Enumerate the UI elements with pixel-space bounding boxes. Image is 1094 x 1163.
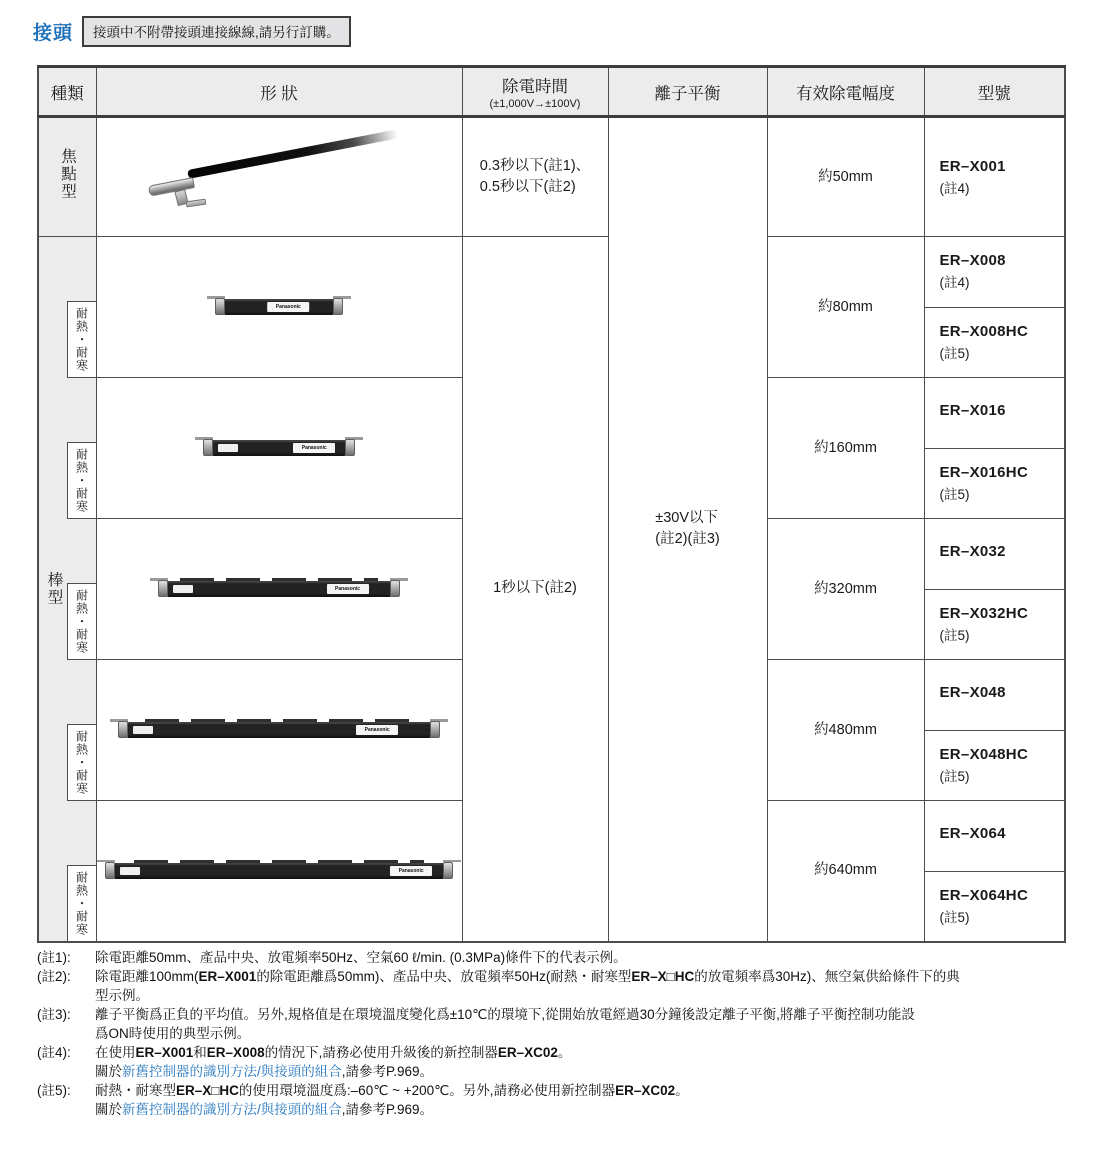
note xyxy=(37,1005,1071,1043)
col-header-type: 種類 xyxy=(38,67,96,117)
shape-cell-x016 xyxy=(96,378,462,519)
model-cell-erx008: ER–X008 (註4) xyxy=(924,237,1065,308)
note-id: (註2): xyxy=(37,969,71,984)
shape-cell-x008 xyxy=(96,237,462,378)
link-controller-identification[interactable]: 新舊控制器的識別方法/與接頭的組合 xyxy=(122,1102,342,1117)
nozzle-rod xyxy=(187,128,407,179)
table-row xyxy=(38,117,1065,237)
note xyxy=(37,1081,1071,1119)
ion-balance-cell: ±30V以下 (註2)(註3) xyxy=(608,117,767,942)
note xyxy=(37,967,1071,1005)
note-text: ER–X001 xyxy=(198,969,257,984)
note-text: 離子平衡爲正負的平均值。另外,規格值是在環境溫度變化爲±10℃的環境下,從開始放電經過30分鐘後設定離子平衡,將離子平衡控制功能設 xyxy=(95,1007,915,1022)
effective-width-x032: 約320mm xyxy=(767,519,924,660)
bar-device-image xyxy=(105,859,453,883)
variant-box-heat-cold: 耐熱・耐寒 xyxy=(67,865,97,942)
model-cell-erx032: ER–X032 xyxy=(924,519,1065,590)
model-cell-erx048: ER–X048 xyxy=(924,660,1065,731)
model-cell-erx001: ER–X001 (註4) xyxy=(924,117,1065,237)
note-line xyxy=(95,1100,1071,1119)
variant-box-heat-cold: 耐熱・耐寒 xyxy=(67,724,97,801)
col-header-shape: 形 狀 xyxy=(96,67,462,117)
note-id: (註3): xyxy=(37,1007,71,1022)
note xyxy=(37,948,1071,967)
variant-box-heat-cold: 耐熱・耐寒 xyxy=(67,301,97,378)
note-line xyxy=(95,1005,1071,1024)
note-line xyxy=(95,1043,1071,1062)
model-cell-erx032hc: ER–X032HC (註5) xyxy=(924,589,1065,660)
type-cell-bar xyxy=(38,237,96,942)
section-title: 接頭 xyxy=(33,23,74,44)
effective-width-x048: 約480mm xyxy=(767,660,924,801)
note-text: 的使用環境溫度爲:–60℃ ~ +200℃。另外,請務必使用新控制器 xyxy=(238,1083,616,1098)
bar-device-image xyxy=(203,436,355,460)
spec-label xyxy=(133,726,153,734)
brand-label: Panasonic xyxy=(293,443,335,453)
model-cell-erx008hc: ER–X008HC (註5) xyxy=(924,307,1065,378)
note-text: 。 xyxy=(557,1045,572,1060)
note-text: 和 xyxy=(193,1045,207,1060)
note xyxy=(37,1043,1071,1081)
effective-width-x064: 約640mm xyxy=(767,801,924,942)
note-line xyxy=(95,967,1071,986)
note-line xyxy=(95,1024,1071,1043)
bar-device-image xyxy=(118,718,440,742)
spec-label xyxy=(218,444,238,452)
col-header-discharge-time-sub: (±1,000V→±100V) xyxy=(489,98,581,110)
note-text: ER–X008 xyxy=(206,1045,265,1060)
nozzle-foot xyxy=(186,199,207,208)
spec-table xyxy=(37,65,1066,943)
brand-label: Panasonic xyxy=(356,725,398,735)
note-text: 關於 xyxy=(95,1064,122,1079)
notes-section xyxy=(37,948,1071,1119)
nozzle-tip xyxy=(148,177,195,197)
discharge-time-focus: 0.3秒以下(註1)、 0.5秒以下(註2) xyxy=(462,117,608,237)
note-id: (註5): xyxy=(37,1083,71,1098)
bar-device-image xyxy=(215,295,343,319)
model-cell-erx064: ER–X064 xyxy=(924,801,1065,872)
section-note-box: 接頭中不附帶接頭連接線線,請另行訂購。 xyxy=(82,16,351,47)
focus-nozzle-image xyxy=(124,134,434,220)
col-header-model: 型號 xyxy=(924,67,1065,117)
note-text: ER–X□HC xyxy=(176,1083,239,1098)
model-cell-erx016hc: ER–X016HC (註5) xyxy=(924,448,1065,519)
note-text: 除電距離100mm( xyxy=(95,969,199,984)
table-header-row xyxy=(38,67,1065,117)
variant-box-heat-cold: 耐熱・耐寒 xyxy=(67,442,97,519)
note-text: 在使用 xyxy=(95,1045,136,1060)
note-text: 的情況下,請務必使用升級後的新控制器 xyxy=(264,1045,498,1060)
brand-label: Panasonic xyxy=(390,866,432,876)
note-text: ER–X001 xyxy=(135,1045,194,1060)
note-text: ,請參考P.969。 xyxy=(341,1102,434,1117)
note-text: 除電距離50mm、產品中央、放電頻率50Hz、空氣60 ℓ/min. (0.3MPa)條件下的代表示例。 xyxy=(95,950,627,965)
shape-cell-x064 xyxy=(96,801,462,942)
brand-label: Panasonic xyxy=(267,302,309,312)
note-text: ER–XC02 xyxy=(497,1045,558,1060)
note-text: 的除電距離爲50mm)、產品中央、放電頻率50Hz(耐熱・耐寒型 xyxy=(256,969,632,984)
note-line xyxy=(95,1062,1071,1081)
note-line xyxy=(95,986,1071,1005)
note-text: 耐熱・耐寒型 xyxy=(95,1083,176,1098)
effective-width-focus: 約50mm xyxy=(767,117,924,237)
spec-label xyxy=(120,867,140,875)
section-header xyxy=(33,16,351,47)
note-text: 。 xyxy=(675,1083,689,1098)
col-header-ion-balance: 離子平衡 xyxy=(608,67,767,117)
model-cell-erx064hc: ER–X064HC (註5) xyxy=(924,871,1065,942)
note-text: 關於 xyxy=(95,1102,122,1117)
spec-label xyxy=(173,585,193,593)
model-cell-erx048hc: ER–X048HC (註5) xyxy=(924,730,1065,801)
model-cell-erx016: ER–X016 xyxy=(924,378,1065,449)
link-controller-identification[interactable]: 新舊控制器的識別方法/與接頭的組合 xyxy=(122,1064,342,1079)
note-line xyxy=(95,948,1071,967)
note-id: (註1): xyxy=(37,950,71,965)
shape-cell-focus xyxy=(96,117,462,237)
shape-cell-x032 xyxy=(96,519,462,660)
note-id: (註4): xyxy=(37,1045,71,1060)
variant-box-heat-cold: 耐熱・耐寒 xyxy=(67,583,97,660)
shape-cell-x048 xyxy=(96,660,462,801)
note-text: ER–X□HC xyxy=(631,969,695,984)
bar-device-image xyxy=(158,577,400,601)
brand-label: Panasonic xyxy=(327,584,369,594)
type-cell-focus: 焦點型 xyxy=(38,117,96,237)
table-row xyxy=(38,237,1065,308)
col-header-discharge-time: 除電時間 (±1,000V→±100V) xyxy=(462,67,608,117)
note-text: 的放電頻率爲30Hz)、無空氣供給條件下的典 xyxy=(694,969,960,984)
discharge-time-bar: 1秒以下(註2) xyxy=(462,237,608,942)
effective-width-x008: 約80mm xyxy=(767,237,924,378)
effective-width-x016: 約160mm xyxy=(767,378,924,519)
note-line xyxy=(95,1081,1071,1100)
note-text: 爲ON時使用的典型示例。 xyxy=(95,1026,251,1041)
note-text: 型示例。 xyxy=(95,988,149,1003)
bar-type-label: 棒型 xyxy=(45,571,63,607)
note-text: ,請參考P.969。 xyxy=(341,1064,434,1079)
note-text: ER–XC02 xyxy=(615,1083,676,1098)
col-header-effective-width: 有效除電幅度 xyxy=(767,67,924,117)
